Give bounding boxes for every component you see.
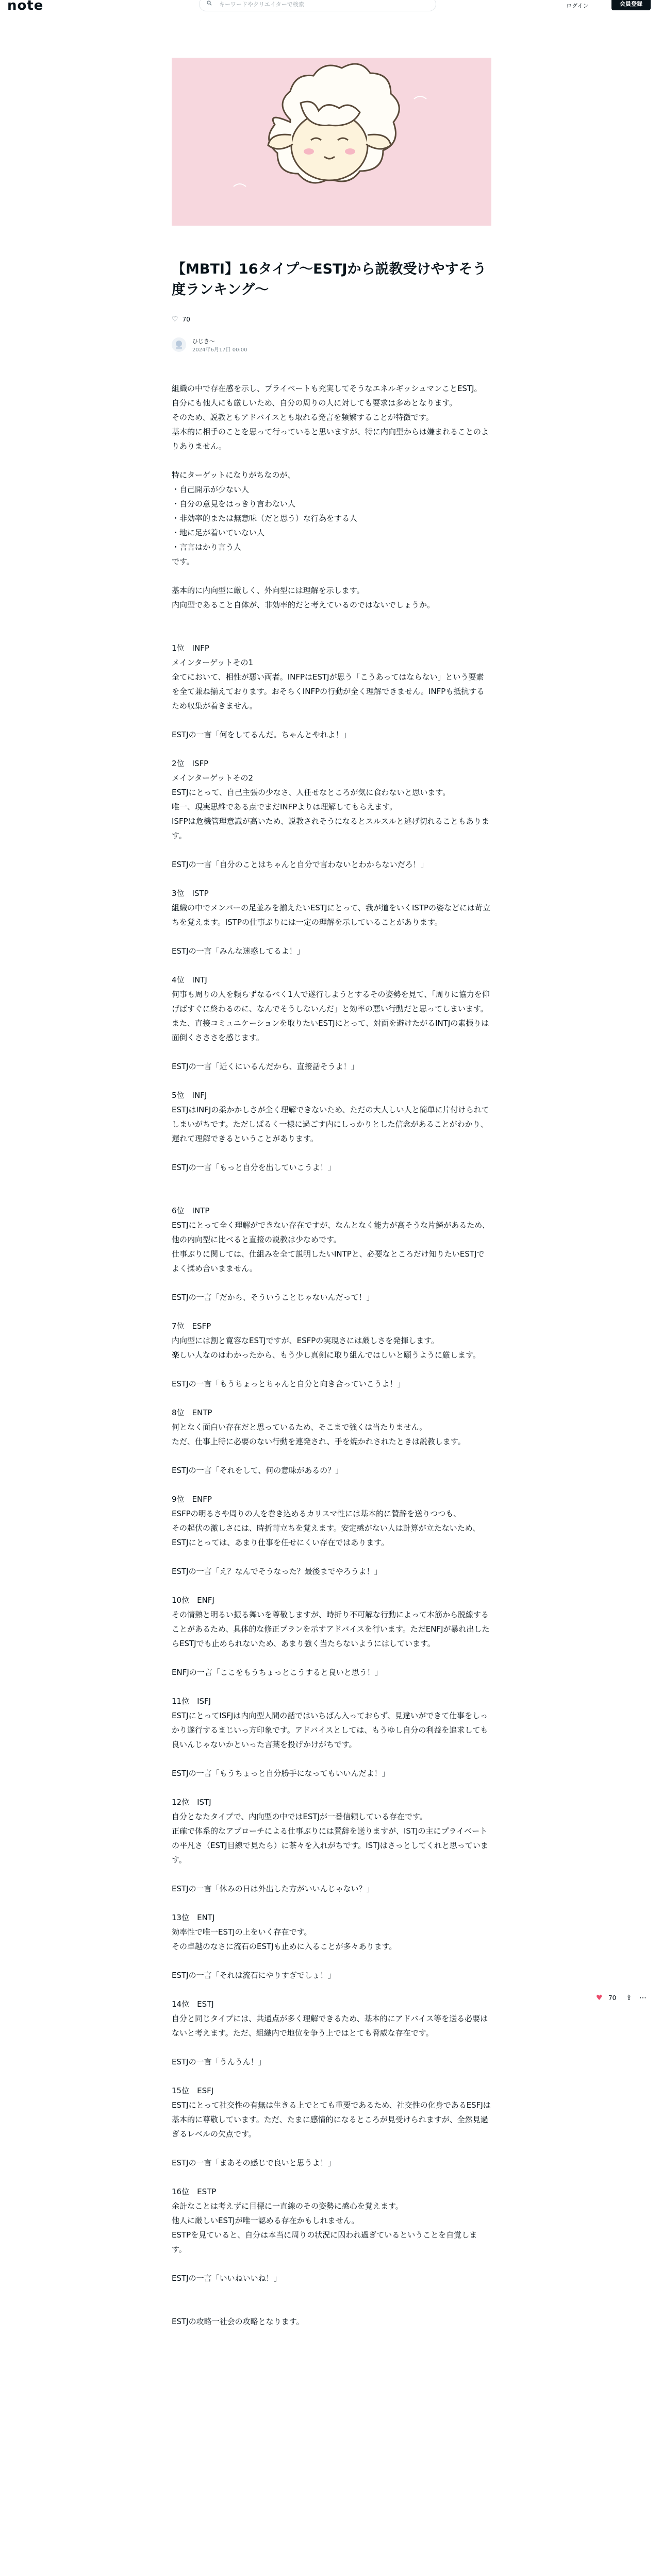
article-paragraph: ESTJの一言「何をしてるんだ。ちゃんとやれよ！」: [172, 730, 351, 739]
article-paragraph: ESTJの一言「休みの日は外出した方がいいんじゃない？」: [172, 1884, 374, 1893]
article-paragraph: [172, 872, 491, 886]
article-paragraph: ・自己開示が少ない人: [172, 485, 250, 494]
article-paragraph: 15位 ESFJ: [172, 2086, 214, 2095]
login-link[interactable]: ログイン: [566, 3, 589, 9]
article-paragraph: 5位 INFJ: [172, 1091, 207, 1100]
article-paragraph: ESTJの一言「いいねいいね！」: [172, 2274, 282, 2283]
article-paragraph: [172, 1146, 491, 1160]
article-paragraph: [172, 1449, 491, 1463]
article-paragraph: 8位 ENTP: [172, 1408, 212, 1417]
article-paragraph: [172, 742, 491, 756]
article-paragraph: メインターゲットその2: [172, 773, 254, 783]
article-paragraph: 16位 ESTP: [172, 2187, 217, 2196]
article-title: 【MBTI】16タイプ～ESTJから説教受けやすそう度ランキング～: [172, 261, 487, 298]
article-paragraph: ESTJの一言「それは流石にやりすぎでしょ！」: [172, 1971, 336, 1980]
article-paragraph: [172, 1680, 491, 1694]
like-count: 70: [182, 316, 190, 323]
article-paragraph: そのため、説教ともアドバイスとも取れる発言を頻繁することが特徴です。: [172, 413, 434, 422]
article-paragraph: [172, 843, 491, 857]
article-paragraph: ESTJの一言「それをして、何の意味があるの？」: [172, 1466, 343, 1475]
article-paragraph: ・自分の意見をはっきり言わない人: [172, 499, 296, 509]
article-paragraph: [172, 2069, 491, 2083]
article-paragraph: [172, 1651, 491, 1665]
article-paragraph: 正確で体系的なアプローチによる仕事ぶりには賛辞を送りますが、ISTJの主にプライベートの平凡さ（ESTJ目線で見たら）に茶々を入れがちです。ISTJはさっとしてくれと思っています。: [172, 1826, 488, 1865]
sheep-illustration: [172, 58, 491, 226]
article-paragraph: 余計なことは考えずに目標に一直線のその姿勢に感心を覚えます。: [172, 2201, 403, 2211]
article-paragraph: [172, 2300, 491, 2314]
article-paragraph: [172, 1478, 491, 1492]
article-paragraph: 自分となたタイプで、内向型の中ではESTJが一番信頼している存在です。: [172, 1812, 427, 1821]
article-paragraph: 基本的に相手のことを思って行っていると思いますが、特に内向型からは嫌まれることのよりありません。: [172, 427, 489, 451]
article-paragraph: メインターゲットその1: [172, 658, 254, 667]
article-paragraph: 基本的に内向型に厳しく、外向型には理解を示します。: [172, 586, 365, 595]
article-paragraph: [172, 612, 491, 626]
article-paragraph: 自分と同じタイプには、共通点が多く理解できるため、基本的にアドバイス等を送る必要はないと考えます。ただ、組織内で地位を争う上ではとても脅威な存在です。: [172, 2014, 488, 2038]
article-hero-image: [172, 58, 491, 226]
article-paragraph: [172, 1074, 491, 1088]
article-paragraph: [172, 713, 491, 727]
article-paragraph: 他人に厳しいESTJが唯一認める存在かもしれません。: [172, 2216, 359, 2225]
article-paragraph: [172, 1175, 491, 1189]
article-paragraph: [172, 2257, 491, 2271]
article-paragraph: ESTJにとって社交性の有無は生きる上でとても重要であるため、社交性の化身であるESFJは基本的に尊敬しています。ただ、たまに感情的になるところが見受けられますが、全然見過ぎるレベルの欠点です。: [172, 2100, 491, 2139]
logo-text: note: [7, 0, 44, 13]
article-paragraph: 特にターゲットになりがちなのが、: [172, 470, 295, 480]
avatar[interactable]: [172, 337, 186, 352]
article-paragraph: [172, 569, 491, 583]
article-paragraph: 14位 ESTJ: [172, 1999, 214, 2009]
article-paragraph: [172, 1954, 491, 1968]
article-paragraph: 全てにおいて、相性が悪い両者。INFPはESTJが思う「こうあってはならない」という要素を全て兼ね揃えております。おそらくINFPの行動が全く理解できません。INFPも抵抗するため収集が着きません。: [172, 672, 485, 710]
article-paragraph: [172, 2170, 491, 2184]
article-paragraph: ・地に足が着いていない人: [172, 528, 265, 537]
article-paragraph: [172, 1189, 491, 1204]
article-paragraph: [172, 1276, 491, 1290]
article-paragraph: 3位 ISTP: [172, 889, 209, 898]
article-paragraph: ESTJにとって、自己主張の少なさ、人任せなところが気に食わないと思います。: [172, 788, 451, 797]
article-paragraph: [172, 1781, 491, 1795]
article-paragraph: 7位 ESFP: [172, 1321, 211, 1331]
article-paragraph: [172, 453, 491, 468]
article-paragraph: 唯一、現実思維である点でまだINFPよりは理解してもらえます。: [172, 802, 398, 811]
share-icon[interactable]: ⇪: [626, 1994, 632, 2002]
article-paragraph: [172, 958, 491, 973]
article-paragraph: 12位 ISTJ: [172, 1798, 211, 1807]
article-paragraph: [172, 1391, 491, 1405]
article-paragraph: 内向型には割と寛容なESTJですが、ESFPの実現さには厳しさを発揮します。: [172, 1336, 439, 1345]
article-paragraph: です。: [172, 557, 194, 566]
article-paragraph: ESTJの一言「だから、そういうことじゃないんだって！」: [172, 1293, 374, 1302]
article-paragraph: 6位 INTP: [172, 1206, 210, 1215]
article-paragraph: [172, 1896, 491, 1910]
article-paragraph: その起伏の激しさには、時折苛立ちを覚えます。安定感がない人は計算が立たないため、ESTJにとっては、あまり仕事を任せにくい存在ではあります。: [172, 1523, 481, 1547]
article-paragraph: 10位 ENFJ: [172, 1596, 214, 1605]
article-paragraph: [172, 1304, 491, 1319]
article-paragraph: 仕事ぶりに関しては、仕組みを全て説明したいINTPと、必要なところだけ知りたいESTJでよく揉め合いまません。: [172, 1249, 485, 1273]
article-paragraph: ESFPの明るさや周りの人を巻き込めるカリスマ性には基本的に賛辞を送りつつも、: [172, 1509, 461, 1518]
article-paragraph: ESTJの一言「もうちょっと自分勝手になってもいいんだよ！」: [172, 1769, 390, 1778]
article-paragraph: ESTJの一言「みんな迷惑してるよ！」: [172, 946, 305, 956]
article-paragraph: [172, 929, 491, 944]
article-paragraph: 2位 ISFP: [172, 759, 209, 768]
article-paragraph: ESTJの攻略一社会の攻略となります。: [172, 2317, 304, 2326]
signup-button[interactable]: 会員登録: [611, 0, 651, 10]
author-name[interactable]: ひじき～: [192, 338, 215, 345]
article-paragraph: [172, 1982, 491, 1997]
article-paragraph: ・言言はかり言う人: [172, 543, 242, 552]
like-counter[interactable]: [172, 315, 190, 324]
publish-date: 2024年6月17日 00:00: [192, 347, 247, 353]
heart-icon[interactable]: ♥: [596, 1994, 603, 2002]
side-like-count: 70: [608, 1994, 617, 2002]
article-paragraph: その情熱と明るい振る舞いを尊敬しますが、時折り不可解な行動によって本筋から脱線することがあるため、具体的な修正プランを示すアドバイスを行います。ただENFJが暴れ出したらESTJでも止められないため、あまり強く当たらないようにはしています。: [172, 1610, 490, 1648]
article-paragraph: 何となく面白い存在だと思っているため、そこまで強くは当たりません。: [172, 1422, 427, 1432]
article-paragraph: 楽しい人なのはわかったから、もう少し真剣に取り組んではしいと願うように厳します。: [172, 1350, 481, 1360]
article-paragraph: その卓越のなさに流石のESTJも止めに入ることが多々あります。: [172, 1942, 397, 1951]
article-paragraph: ESTJはINFJの柔かかしさが全く理解できないため、ただの大人しい人と簡単に片付けられてしまいがちです。ただしぱるく一様に過ごす内にしっかりとした信念があることがわかり、遅れて理解できるということがあります。: [172, 1105, 489, 1143]
article-paragraph: 11位 ISFJ: [172, 1697, 211, 1706]
article-paragraph: 9位 ENFP: [172, 1495, 212, 1504]
article-body: [172, 381, 491, 2329]
floating-action-bar: [596, 1994, 653, 2004]
more-icon[interactable]: ⋯: [639, 1994, 647, 2002]
article-paragraph: ただ、仕事上特に必要のない行動を連発され、手を焼かれされたときは説教します。: [172, 1437, 466, 1446]
article-paragraph: [172, 1362, 491, 1377]
article-paragraph: ESTJの一言「まあその感じで良いと思うよ！」: [172, 2158, 336, 2167]
article-paragraph: [172, 1867, 491, 1882]
article-paragraph: ESTJの一言「自分のことはちゃんと自分で言わないとわからないだろ！」: [172, 860, 428, 869]
article-paragraph: 13位 ENTJ: [172, 1913, 215, 1922]
article-paragraph: [172, 1550, 491, 1564]
article-paragraph: 組織の中でメンバーの足並みを揃えたいESTJにとって、我が道をいくISTPの姿などには苛立ちを覚えます。ISTPの仕事ぶりには一定の理解を示していることがあります。: [172, 903, 491, 927]
heart-icon[interactable]: ♡: [172, 315, 178, 324]
article-paragraph: 組織の中で存在感を示し、プライベートも充実してそうなエネルギッシュマンことESTJ。: [172, 384, 482, 393]
article-paragraph: ESTJの一言「うんうん！」: [172, 2057, 266, 2066]
article-paragraph: ESTJの一言「近くにいるんだから、直接話そうよ！」: [172, 1062, 359, 1071]
article-paragraph: ESTJの一言「もうちょっとちゃんと自分と向き合っていこうよ！」: [172, 1379, 405, 1388]
search-placeholder: キーワードやクリエイターで検索: [219, 1, 304, 8]
article-paragraph: 内向型であること自体が、非効率的だと考えているのではないでしょうか。: [172, 600, 435, 609]
article-paragraph: [172, 1752, 491, 1766]
article-paragraph: [172, 2040, 491, 2055]
article-paragraph: 1位 INFP: [172, 643, 209, 653]
search-box[interactable]: [199, 0, 436, 11]
article-paragraph: ESTPを見ていると、自分は本当に周りの状況に囚われ過ぎているということを自覚します。: [172, 2230, 477, 2254]
article-paragraph: ESTJの一言「もっと自分を出していこうよ！」: [172, 1163, 336, 1172]
article-paragraph: ・非効率的または無意味（だと思う）な行為をする人: [172, 514, 358, 523]
article-paragraph: ESTJの一言「え？なんでそうなった？最後までやろうよ！」: [172, 1567, 382, 1576]
avatar-icon: [172, 337, 186, 352]
article-paragraph: [172, 2285, 491, 2300]
article-paragraph: ESTJにとってISFJは内向型人間の話ではいちばん入っておらず、見違いができて仕事をしっかり遂行するまじいっ方印象です。アドバイスとしては、もうゆし自分の利益を追求しても良いんじゃないかといった言葉を投げかけがちです。: [172, 1711, 488, 1749]
article-paragraph: ENFJの一言「ここをもうちょっとこうすると良いと思う！」: [172, 1668, 383, 1677]
article-paragraph: 効率性で唯一ESTJの上をいく存在です。: [172, 1927, 312, 1937]
article-paragraph: 自分にも他人にも厳しいため、自分の周りの人に対しても要求は多めとなります。: [172, 398, 457, 408]
article-paragraph: 何事も周りの人を頼らずなるべく1人で遂行しようとするその姿勢を見て、「周りに協力を仰げばすぐに終わるのに、なんでそうしないんだ」と効率の悪い行動だと思ってしまいます。また、直接コミュニケーションを取りたいESTJにとって、対面を避けたがるINTJの素振りは面倒くさささを感じます。: [172, 990, 490, 1042]
article-paragraph: ESTJにとって全く理解ができない存在ですが、なんとなく能力が高そうな片鱗があるため、他の内向型に比べると直接の説教は少なめです。: [172, 1221, 490, 1244]
article-paragraph: [172, 2141, 491, 2156]
search-icon: [207, 1, 212, 6]
article-paragraph: [172, 1579, 491, 1593]
article-paragraph: [172, 1045, 491, 1059]
article-paragraph: ISFPは危機管理意識が高いため、説教されそうになるとスルスルと逃げ切れることもあります。: [172, 817, 489, 840]
top-navigation: [0, 0, 662, 12]
article-paragraph: 4位 INTJ: [172, 975, 207, 985]
article-paragraph: [172, 626, 491, 641]
note-logo[interactable]: [7, 0, 43, 13]
